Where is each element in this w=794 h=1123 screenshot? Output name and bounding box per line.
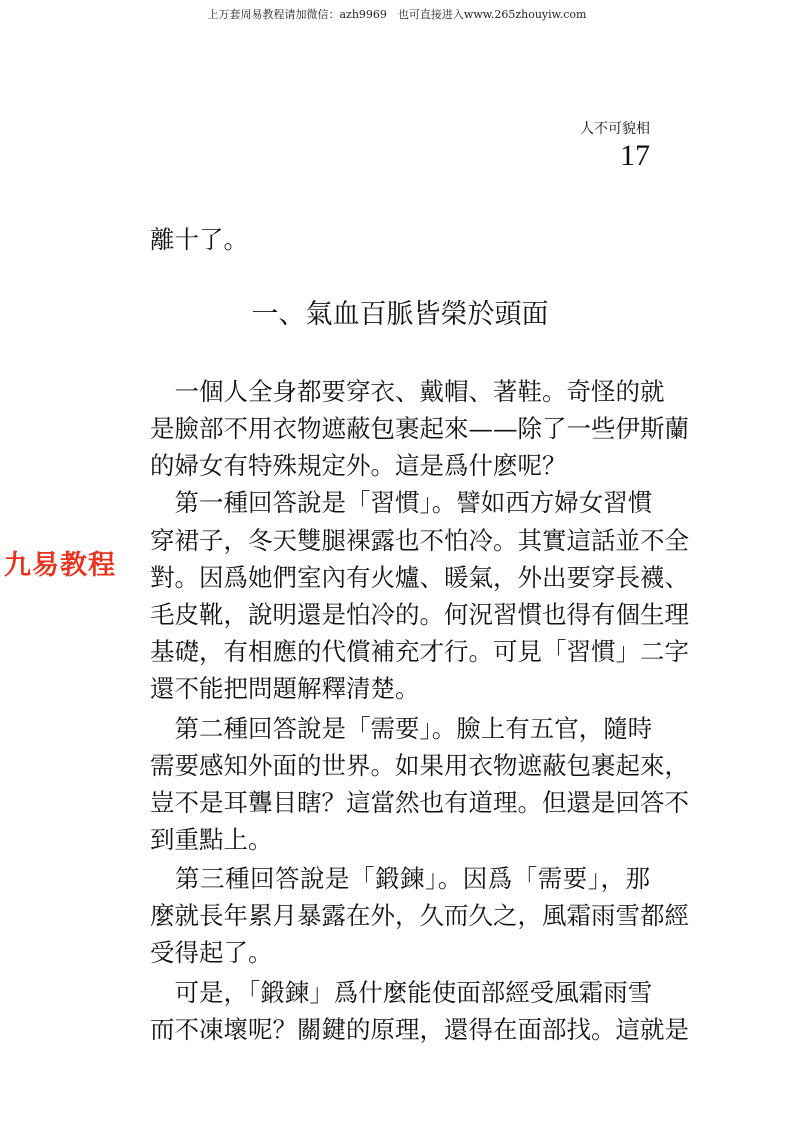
body-line-9: 還不能把問題解釋清楚。	[150, 674, 420, 703]
body-line-4: 第一種回答說是「習慣」。譬如西方婦女習慣	[150, 488, 653, 517]
running-title: 人不可貌相	[580, 121, 650, 137]
watermark-text: 九易教程	[4, 550, 116, 581]
body-line-8: 基礎，有相應的代償補充才行。可見「習慣」二字	[150, 637, 689, 666]
body-line-2: 是臉部不用衣物遮蔽包裹起來——除了一些伊斯蘭	[150, 414, 689, 443]
top-banner: 上万套周易教程请加微信：azh9969 也可直接进入www.265zhouyiw.com	[207, 8, 587, 21]
page-number: 17	[620, 139, 650, 172]
body-line-3: 的婦女有特殊規定外。這是爲什麽呢？	[150, 451, 567, 480]
body-line-1: 一個人全身都要穿衣、戴帽、著鞋。奇怪的就	[150, 377, 665, 406]
body-line-17: 可是，「鍛鍊」爲什麼能使面部經受風霜雨雪	[150, 978, 653, 1007]
section-heading: 一、氣血百脈皆榮於頭面	[251, 299, 549, 330]
body-line-6: 對。因爲她們室內有火爐、暖氣，外出要穿長襪、	[150, 563, 689, 592]
body-line-18: 而不凍壞呢？關鍵的原理，還得在面部找。這就是	[150, 1015, 689, 1044]
body-line-7: 毛皮靴，說明還是怕冷的。何況習慣也得有個生理	[150, 600, 689, 629]
body-line-0: 離十了。	[150, 225, 248, 254]
body-line-11: 需要感知外面的世界。如果用衣物遮蔽包裹起來，	[150, 751, 689, 780]
body-line-13: 到重點上。	[150, 825, 273, 854]
body-line-16: 受得起了。	[150, 938, 273, 967]
body-line-14: 第三種回答說是「鍛鍊」。因爲「需要」，那	[150, 864, 650, 893]
body-line-5: 穿裙子，冬天雙腿裸露也不怕冷。其實這話並不全	[150, 526, 689, 555]
body-line-15: 麼就長年累月暴露在外，久而久之，風霜雨雪都經	[150, 901, 689, 930]
body-line-10: 第二種回答說是「需要」。臉上有五官，隨時	[150, 714, 653, 743]
body-line-12: 豈不是耳聾目瞎？這當然也有道理。但還是回答不	[150, 788, 689, 817]
